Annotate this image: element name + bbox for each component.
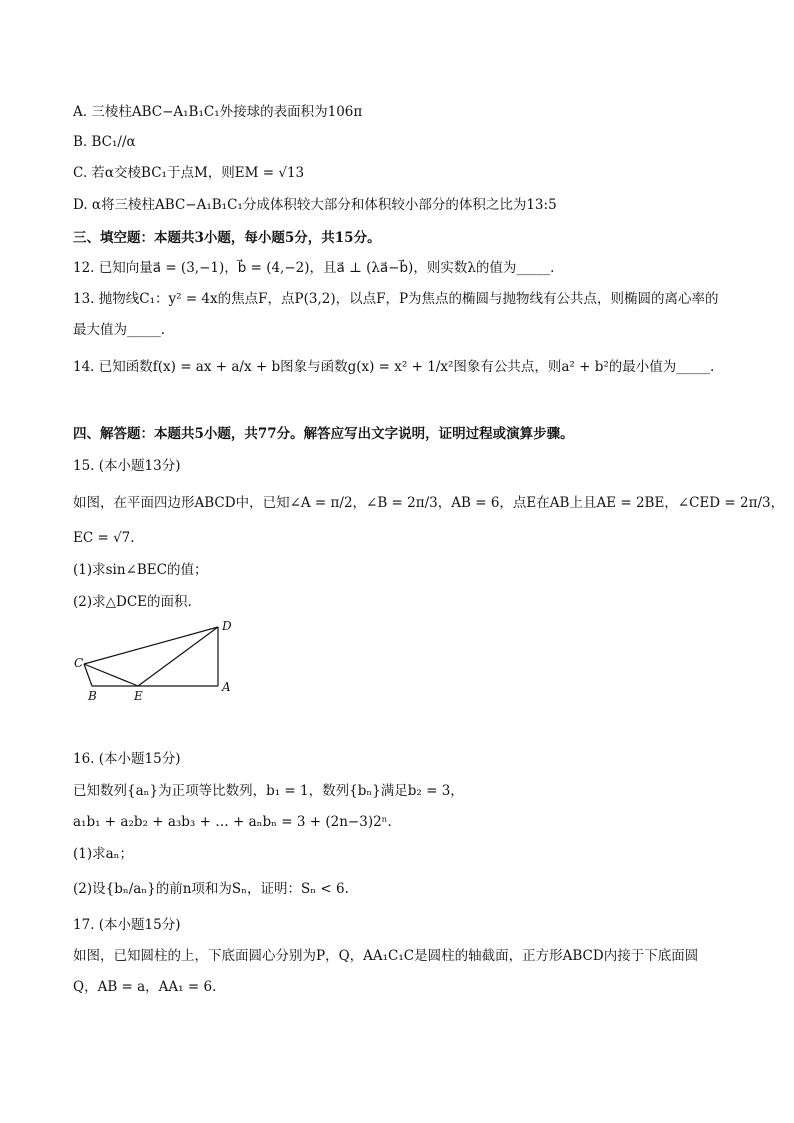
section-fill-blank-heading: 三、填空题：本题共3小题，每小题5分，共15分。: [73, 230, 381, 246]
question-16-stem-line1: 已知数列{aₙ}为正项等比数列，b₁ = 1，数列{bₙ}满足b₂ = 3，: [73, 783, 464, 799]
option-d: D. α将三棱柱ABC−A₁B₁C₁分成体积较大部分和体积较小部分的体积之比为13:5: [73, 197, 557, 213]
label-d: D: [222, 619, 232, 633]
label-c: C: [74, 656, 84, 670]
question-16-heading: 16. (本小题15分): [73, 751, 181, 767]
option-c: C. 若α交棱BC₁于点M，则EM = √13: [73, 165, 305, 181]
question-16-stem-line2: a₁b₁ + a₂b₂ + a₃b₃ + … + aₙbₙ = 3 + (2n−3)2ⁿ.: [73, 814, 392, 830]
question-13-line2: 最大值为_____.: [73, 322, 166, 338]
question-15-heading: 15. (本小题13分): [73, 458, 181, 474]
question-17-heading: 17. (本小题15分): [73, 917, 181, 933]
quadrilateral-abcd-figure: [72, 618, 234, 704]
label-e: E: [134, 689, 143, 703]
question-16-part1: (1)求aₙ；: [73, 846, 134, 862]
question-15-part1: (1)求sin∠BEC的值；: [73, 562, 208, 578]
question-17-stem-line1: 如图，已知圆柱的上，下底面圆心分别为P，Q，AA₁C₁C是圆柱的轴截面，正方形ABCD内接于下底面圆: [73, 948, 699, 964]
label-b: B: [88, 689, 97, 703]
question-12: 12. 已知向量a⃗ = (3,−1)，b⃗ = (4,−2)，且a⃗ ⊥ (λa⃗−b⃗)，则实数λ的值为_____.: [73, 260, 555, 276]
question-14: 14. 已知函数f(x) = ax + a/x + b图象与函数g(x) = x² + 1/x²图象有公共点，则a² + b²的最小值为_____.: [73, 359, 715, 375]
segment-ce: [84, 664, 138, 686]
question-17-stem-line2: Q，AB = a，AA₁ = 6.: [73, 979, 217, 995]
question-16-part2: (2)设{bₙ/aₙ}的前n项和为Sₙ，证明：Sₙ < 6.: [73, 881, 349, 897]
segment-ed: [138, 627, 218, 686]
segment-cd: [84, 627, 218, 664]
option-a: A. 三棱柱ABC−A₁B₁C₁外接球的表面积为106π: [73, 104, 363, 120]
question-13-line1: 13. 抛物线C₁：y² = 4x的焦点F，点P(3,2)，以点F，P为焦点的椭圆与抛物线有公共点，则椭圆的离心率的: [73, 291, 719, 307]
section-answer-heading: 四、解答题：本题共5小题，共77分。解答应写出文字说明，证明过程或演算步骤。: [73, 426, 574, 442]
question-15-stem-line1: 如图，在平面四边形ABCD中，已知∠A = π/2，∠B = 2π/3，AB = 6，点E在AB上且AE = 2BE，∠CED = 2π/3，: [73, 495, 785, 511]
label-a: A: [222, 680, 231, 694]
question-15-part2: (2)求△DCE的面积.: [73, 594, 192, 610]
option-b: B. BC₁//α: [73, 134, 136, 150]
question-15-stem-line2: EC = √7.: [73, 530, 135, 546]
